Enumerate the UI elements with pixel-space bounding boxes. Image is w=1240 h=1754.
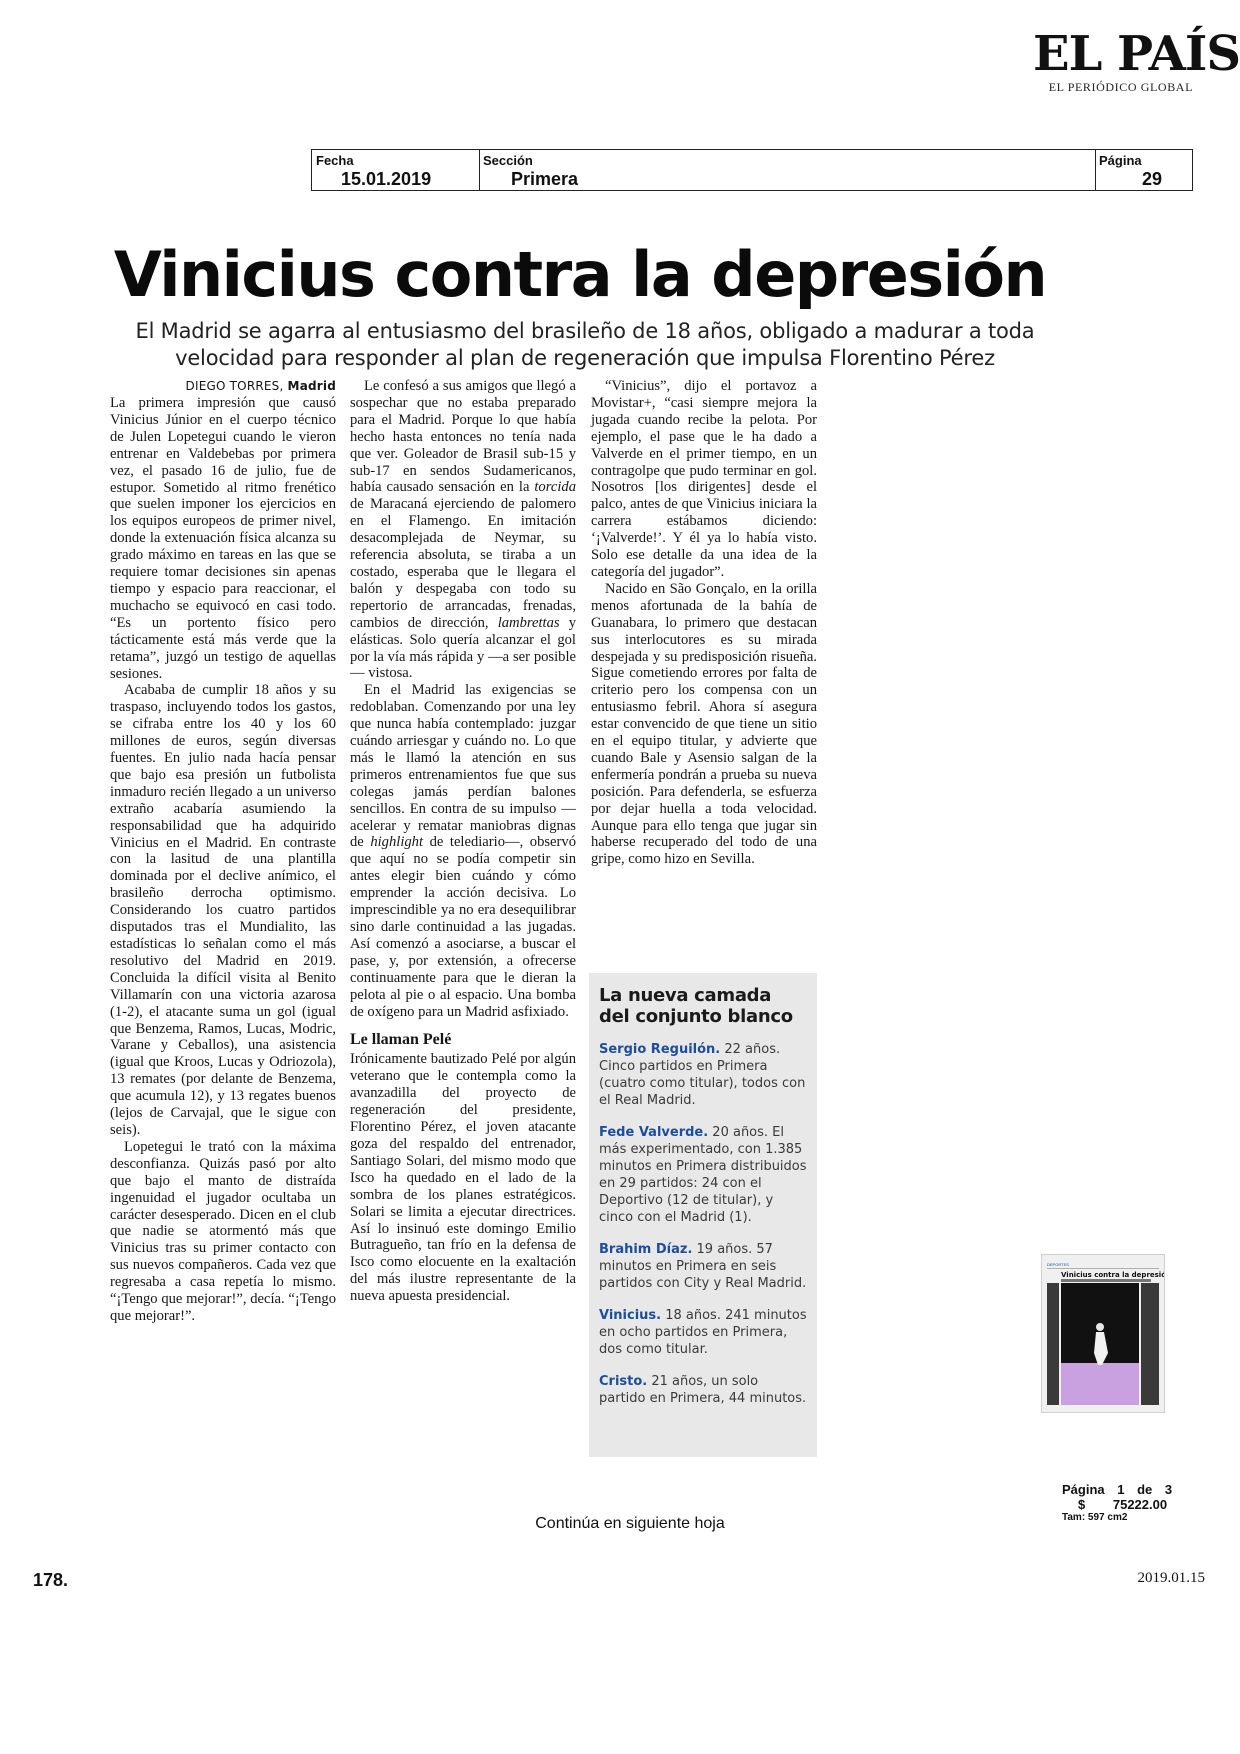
paragraph: Irónicamente bautizado Pelé por algún veterano que le contempla como la avanzadilla del proyecto de regeneración del presidente, Florentino Pérez, el joven atacante goza del respaldo del entrenador, Santiago Solari, del mismo modo que Isco ha quedado en el lado de la sombra de los planes estratégicos. Solari se limita a ejecutar directrices. Así lo insinuó este domingo Emilio Butragueño, tan frío en la defensa de Isco como elocuente en la exaltación del más ilustre representante de la nueva apuesta presidencial.	[350, 1051, 576, 1305]
player-name: Vinicius.	[599, 1308, 662, 1323]
fecha-label: Fecha	[316, 153, 354, 168]
clipping-date: 2019.01.15	[1137, 1570, 1205, 1586]
paragraph: Nacido en São Gonçalo, en la orilla menos afortunada de la bahía de Guanabara, lo primero que destacan sus interlocutores es su mirada despejada y su predisposición risueña. Sigue cometiendo errores por falta de criterio pero los compensa con un entusiasmo febril. Ahora sí asegura estar convencido de que tiene un sitio en el equipo titular, y advierte que cuando Bale y Asensio salgan de la enfermería pondrán a prueba su nueva posición. Para defenderla, se esfuerza por dejar huella a toda velocidad. Aunque para ello tenga que jugar sin haberse recuperado del todo de una gripe, como hizo en Sevilla.	[591, 580, 817, 868]
page-current: 1	[1117, 1482, 1125, 1497]
player-info: 20 años. El más experimentado, con 1.385 minutos en Primera distribuidos en 29 partidos: 24 con el Deportivo (12 de titular), y cinco con el Madrid (1).	[599, 1125, 807, 1225]
sidebar-title: La nueva camada del conjunto blanco	[599, 985, 793, 1027]
thumbnail-player-head	[1096, 1323, 1104, 1331]
seccion-value: Primera	[511, 169, 579, 189]
page-thumbnail	[1041, 1254, 1165, 1413]
section-subtitle: Le llaman Pelé	[350, 1031, 452, 1049]
sidebar-box	[589, 973, 817, 1457]
text-run: Le confesó a sus amigos que llegó a sospechar que no estaba preparado para el Madrid. Porque lo que había hecho hasta entonces no tenía nada que ver. Goleador de Brasil sub-15 y sub-17 en sendos Sudamericanos, había causado sensación en la	[350, 378, 576, 496]
pagina-label: Página	[1099, 153, 1142, 168]
sidebar-entry	[599, 1241, 807, 1292]
player-info: 21 años, un solo partido en Primera, 44 minutos.	[599, 1374, 807, 1406]
sidebar-entry	[599, 1307, 807, 1358]
text-run: En el Madrid las exigencias se redoblaban. Comenzando por una ley que nunca había contemplado: juzgar cuándo arriesgar y cuándo no. Lo que más le llamó la atención en sus primeros entrenamientos fue que sus colegas jamás perdían balones sencillos. En contra de su impulso —acelerar y rematar maniobras dignas de	[350, 682, 576, 851]
byline-author: DIEGO TORRES,	[185, 379, 284, 393]
ad-amount: 75222.00	[1112, 1497, 1168, 1512]
italic-term: highlight	[370, 834, 424, 851]
thumbnail-section-tag: DEPORTES	[1047, 1262, 1069, 1267]
sidebar-entry	[599, 1041, 807, 1109]
paragraph: “Vinicius”, dijo el portavoz a Movistar+, “casi siempre mejora la jugada cuando recibe la pelota. Por ejemplo, el pase que le ha dado a Valverde en el primer tiempo, en un contragolpe que pudo terminar en gol. Nosotros [los dirigentes] desde el palco, antes de que Vinicius iniciara la carrera estábamos diciendo: ‘¡Valverde!’. Y él ya lo había visto. Solo ese detalle da una idea de la categoría del jugador”.	[591, 378, 817, 580]
sidebar-entry	[599, 1124, 807, 1226]
masthead-logo: EL PAÍS	[1033, 26, 1240, 82]
byline-place: Madrid	[287, 379, 336, 393]
seccion-label: Sección	[483, 153, 533, 168]
player-info: 19 años. 57 minutos en Primera en seis partidos con City y Real Madrid.	[599, 1242, 807, 1291]
player-name: Brahim Díaz.	[599, 1242, 693, 1257]
player-name: Fede Valverde.	[599, 1125, 709, 1140]
thumbnail-rule	[1047, 1268, 1159, 1269]
clipping-number: 178.	[33, 1570, 69, 1590]
paragraph	[350, 378, 576, 682]
thumbnail-text-column	[1141, 1283, 1159, 1405]
thumbnail-subhead	[1061, 1279, 1151, 1282]
paragraph: Acababa de cumplir 18 años y su traspaso, incluyendo todos los gastos, se cifraba entre los 40 y los 60 millones de euros, según diversas fuentes. En julio nada hacía pensar que bajo esa presión un futbolista inmaduro recién llegado a un universo extraño acabaría asumiendo la responsabilidad que ha adquirido Vinicius en el Madrid. En contraste con la lasitud de una plantilla dominada por el declive anímico, el brasileño derrocha optimismo. Considerando los cuatro partidos disputados tras el Mundialito, las estadísticas lo señalan como el más resolutivo del Madrid en 2019. Concluida la difícil visita al Benito Villamarín con una victoria azarosa (1-2), el atacante suma un gol (igual que Benzema, Ramos, Lucas, Modric, Varane y Ceballos), una asistencia (igual que Kroos, Lucas y Odriozola), 13 remates (por delante de Benzema, que acumula 12), y 13 regates buenos (lejos de Carvajal, que le sigue con seis).	[110, 682, 336, 1138]
paragraph	[350, 682, 576, 1020]
page-total: 3	[1164, 1482, 1173, 1497]
player-info: 22 años. Cinco partidos en Primera (cuatro como titular), todos con el Real Madrid.	[599, 1042, 806, 1108]
article-column-3	[591, 378, 817, 868]
info-divider	[479, 150, 480, 190]
article-column-1	[110, 378, 336, 1325]
masthead-tagline: EL PERIÓDICO GLOBAL	[1048, 80, 1193, 94]
sidebar-entry	[599, 1373, 807, 1407]
thumbnail-headline: Vinicius contra la depresión	[1061, 1271, 1164, 1279]
thumbnail-graphic	[1042, 1255, 1164, 1412]
text-run: de Maracaná ejerciendo de palomero en el Flamengo. En imitación desacomplejada de Neymar, su referencia absoluta, se tiraba a un costado, esperaba que le llegara el balón y despegaba con todo su repertorio de arrancadas, frenadas, cambios de dirección,	[350, 496, 576, 631]
byline	[110, 378, 336, 394]
article-column-2	[350, 378, 576, 1305]
thumbnail-photo-floor	[1061, 1363, 1139, 1405]
text-run: de telediario—, observó que aquí no se podía competir sin antes elegir bien cuándo y cómo emprender la acción decisiva. Lo imprescindible ya no era desequilibrar sino darle continuidad a las jugadas. Así comenzó a asociarse, a buscar el pase, y, por extensión, a ofrecerse continuamente para que le dieran la pelota al pie o al espacio. Una bomba de oxígeno para un Madrid asfixiado.	[350, 834, 576, 1020]
fecha-value: 15.01.2019	[341, 169, 432, 189]
italic-term: torcida	[534, 479, 576, 496]
page-count-label: Página	[1062, 1482, 1105, 1497]
pagina-value: 29	[1142, 169, 1163, 189]
paragraph: La primera impresión que causó Vinicius Júnior en el cuerpo técnico de Julen Lopetegui cuando le vieron entrenar en Valdebebas por primera vez, el pasado 16 de julio, fue de estupor. Sometido al ritmo frenético que suelen imponer los ejercicios en los equipos europeos de primer nivel, donde la extenuación física alcanza su grado máximo en tareas en las que se requiere tomar decisiones sin apenas tiempo y espacio para reaccionar, el muchacho se equivocó en casi todo. “Es un portento físico pero tácticamente está más verde que la retama”, juzgó un testigo de aquellas sesiones.	[110, 395, 336, 682]
ad-value	[1078, 1497, 1167, 1512]
page-of: de	[1137, 1482, 1153, 1497]
article-headline: Vinicius contra la depresión	[113, 238, 1047, 311]
paragraph: Lopetegui le trató con la máxima desconfianza. Quizás pasó por alto que bajo el manto de distraída ingenuidad el jugador ocultaba un carácter desesperado. Dicen en el club que nadie se atormentó más que Vinicius tras su primer contacto con sus nuevos compañeros. Cada vez que regresaba a casa repetía lo mismo. “¡Tengo que mejorar!”, decía. “¡Tengo que mejorar!”.	[110, 1138, 336, 1324]
continued-note: Continúa en siguiente hoja	[535, 1515, 725, 1532]
size-info: Tam: 597 cm2	[1062, 1512, 1128, 1523]
info-divider	[1095, 150, 1096, 190]
currency-symbol: $	[1078, 1497, 1086, 1512]
player-name: Cristo.	[599, 1374, 648, 1389]
thumbnail-text-column	[1047, 1283, 1059, 1405]
player-name: Sergio Reguilón.	[599, 1042, 721, 1057]
text-run: y elásticas. Solo quería alcanzar el gol por la vía más rápida y —a ser posible— vistosa.	[350, 614, 577, 682]
italic-term: lambrettas	[497, 614, 560, 631]
page-count	[1062, 1482, 1172, 1497]
player-info: 18 años. 241 minutos en ocho partidos en Primera, dos como titular.	[599, 1308, 807, 1357]
article-subhead: El Madrid se agarra al entusiasmo del brasileño de 18 años, obligado a madurar a toda velocidad para responder al plan de regeneración que impulsa Florentino Pérez	[135, 319, 1035, 370]
clipping-info-box	[311, 149, 1193, 191]
